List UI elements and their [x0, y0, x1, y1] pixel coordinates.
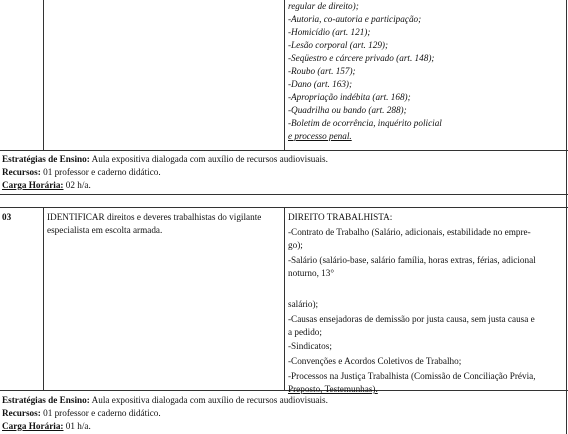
content-item: -Convenções e Acordos Coletivos de Trabalho; — [288, 356, 462, 366]
resources-text: 01 professor e caderno didático. — [40, 408, 161, 418]
content-item: -Contrato de Trabalho (Salário, adicionais, estabilidade no empre- — [288, 227, 531, 237]
row-separator-1 — [0, 150, 568, 151]
resources-label: Recursos: — [2, 408, 41, 418]
row-number-text: 03 — [2, 212, 12, 222]
resources-text: 01 professor e caderno didático. — [40, 167, 161, 177]
resources-line — [2, 407, 562, 420]
resources-line — [2, 166, 562, 179]
objective-line: IDENTIFICAR direitos e deveres trabalhistas do vigilante — [47, 212, 262, 222]
content-item: -Dano (art. 163); — [288, 79, 353, 89]
content-item: -Roubo (art. 157); — [288, 66, 356, 76]
content-item: -Quadrilha ou bando (art. 288); — [288, 105, 407, 115]
content-item: Preposto, Testemunhas). — [288, 384, 378, 394]
workload-label: Carga Horária: — [2, 421, 64, 431]
objective-cell — [47, 211, 283, 237]
right-border-top — [566, 0, 567, 150]
content-item: e processo penal. — [288, 131, 352, 141]
content-item: regular de direito); — [288, 1, 359, 11]
content-item: -Sindicatos; — [288, 341, 332, 351]
strategies-label: Estratégias de Ensino: — [2, 395, 90, 405]
teaching-info-block-1 — [2, 153, 562, 192]
content-title: DIREITO TRABALHISTA: — [288, 212, 393, 222]
content-item: salário); — [288, 299, 319, 309]
col-divider-1-row3 — [43, 207, 44, 390]
strategies-text: Aula expositiva dialogada com auxílio de recursos audiovisuais. — [89, 154, 328, 164]
content-item: go); — [288, 240, 303, 250]
content-item: noturno, 13° — [288, 268, 335, 278]
content-item: -Homicídio (art. 121); — [288, 27, 371, 37]
workload-label: Carga Horária: — [2, 180, 64, 190]
strategies-line — [2, 394, 562, 407]
row-number — [2, 211, 11, 224]
content-item: -Salário (salário-base, salário família, horas extras, férias, adicional — [288, 255, 536, 265]
strategies-line — [2, 153, 562, 166]
content-item: -Causas ensejadoras de demissão por justa causa, sem justa causa e — [288, 314, 535, 324]
right-border-block1 — [566, 150, 567, 194]
strategies-label: Estratégias de Ensino: — [2, 154, 90, 164]
content-item: -Processos na Justiça Trabalhista (Comissão de Conciliação Prévia, — [288, 371, 536, 381]
workload-text: 01 h/a. — [63, 421, 91, 431]
workload-line — [2, 420, 562, 433]
row-separator-2 — [0, 194, 568, 195]
content-item: -Autoria, co-autoria e participação; — [288, 14, 422, 24]
objective-line: especialista em escolta armada. — [47, 225, 163, 235]
right-border-row3 — [566, 207, 567, 434]
content-item: -Apropriação indébita (art. 168); — [288, 92, 411, 102]
content-item: -Boletim de ocorrência, inquérito policial — [288, 118, 442, 128]
workload-line — [2, 179, 562, 192]
content-item: a pedido; — [288, 327, 322, 337]
resources-label: Recursos: — [2, 167, 41, 177]
col-divider-1-top — [43, 0, 44, 150]
content-item: -Seqüestro e cárcere privado (art. 148); — [288, 53, 435, 63]
col-divider-2-row3 — [284, 207, 285, 390]
content-item: -Lesão corporal (art. 129); — [288, 40, 389, 50]
top-content-cell — [288, 0, 564, 143]
workload-text: 02 h/a. — [63, 180, 91, 190]
teaching-info-block-2 — [2, 394, 562, 433]
col-divider-2-top — [284, 0, 285, 150]
content-cell — [288, 211, 564, 396]
right-border-spacer — [566, 194, 567, 207]
strategies-text: Aula expositiva dialogada com auxílio de recursos audiovisuais. — [89, 395, 328, 405]
